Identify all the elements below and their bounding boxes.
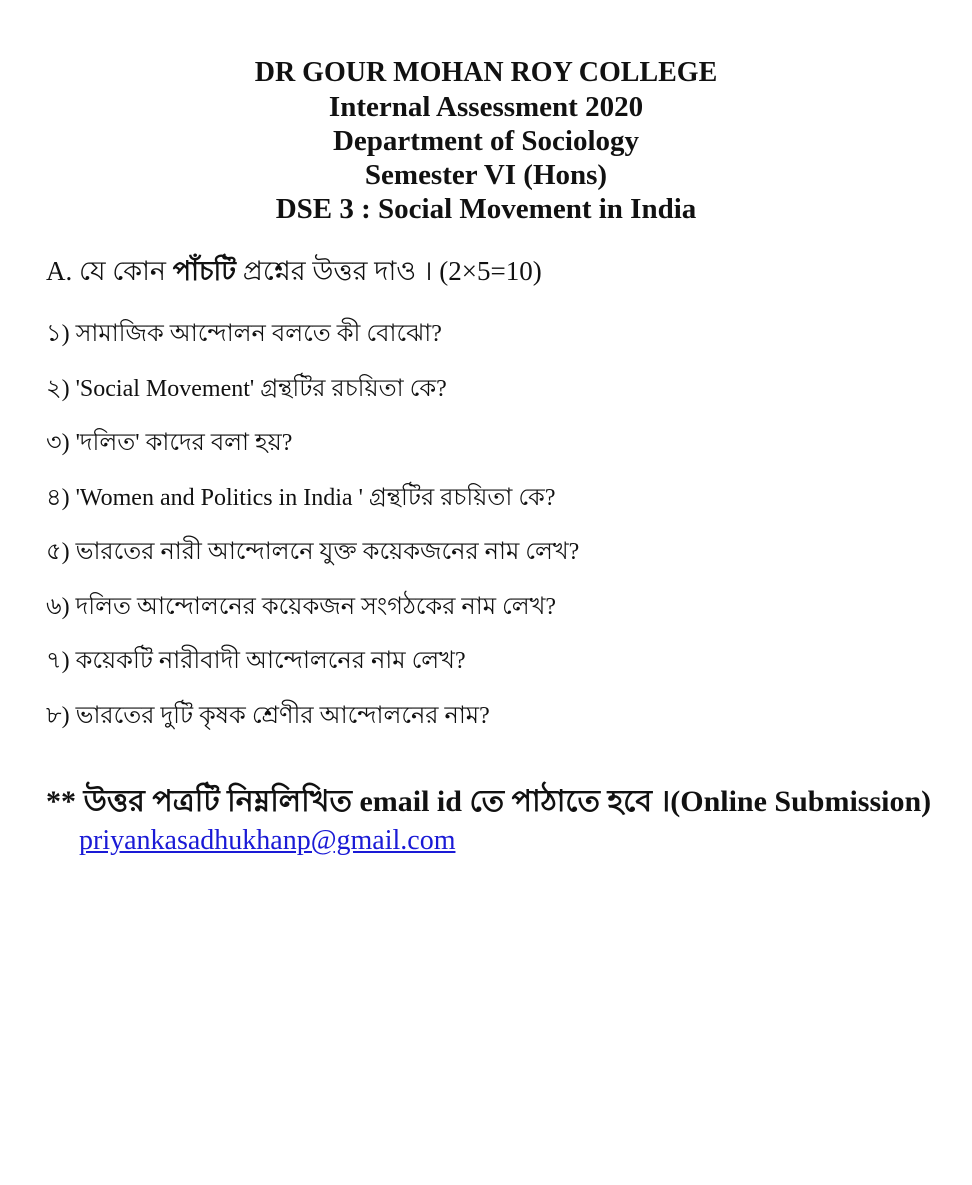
paper-title: DSE 3 : Social Movement in India: [275, 193, 697, 225]
section-a-instruction: [46, 254, 542, 288]
assessment-title: Internal Assessment 2020: [328, 91, 644, 123]
email-link[interactable]: priyankasadhukhanp@gmail.com: [79, 825, 456, 856]
question-8: ৮) ভারতের দুটি কৃষক শ্রেণীর আন্দোলনের নাম?: [46, 702, 490, 729]
department-title: Department of Sociology: [332, 125, 640, 157]
question-5: ৫) ভারতের নারী আন্দোলনে যুক্ত কয়েকজনের নাম লেখ?: [46, 539, 580, 565]
question-2: ২) 'Social Movement' গ্রন্থটির রচয়িতা কে?: [46, 375, 447, 402]
question-6: ৬) দলিত আন্দোলনের কয়েকজন সংগঠকের নাম লেখ?: [46, 593, 557, 620]
question-7: ৭) কয়েকটি নারীবাদী আন্দোলনের নাম লেখ?: [46, 648, 466, 674]
question-1: ১) সামাজিক আন্দোলন বলতে কী বোঝো?: [46, 321, 442, 347]
document-header: [0, 56, 972, 226]
section-instruction-prefix: A. যে কোন: [46, 256, 173, 286]
question-4: ৪) 'Women and Politics in India ' গ্রন্থটির রচয়িতা কে?: [46, 484, 556, 511]
question-3: ৩) 'দলিত' কাদের বলা হয়?: [46, 430, 293, 456]
submission-instruction: ** উত্তর পত্রটি নিম্নলিখিত email id তে পাঠাতে হবে ।(Online Submission): [46, 785, 932, 818]
question-list: [46, 318, 946, 754]
section-instruction-emphasis: পাঁচটি: [172, 256, 236, 286]
college-name: DR GOUR MOHAN ROY COLLEGE: [254, 57, 718, 88]
section-instruction-suffix: প্রশ্নের উত্তর দাও । (2×5=10): [235, 256, 542, 286]
semester-title: Semester VI (Hons): [364, 159, 608, 191]
